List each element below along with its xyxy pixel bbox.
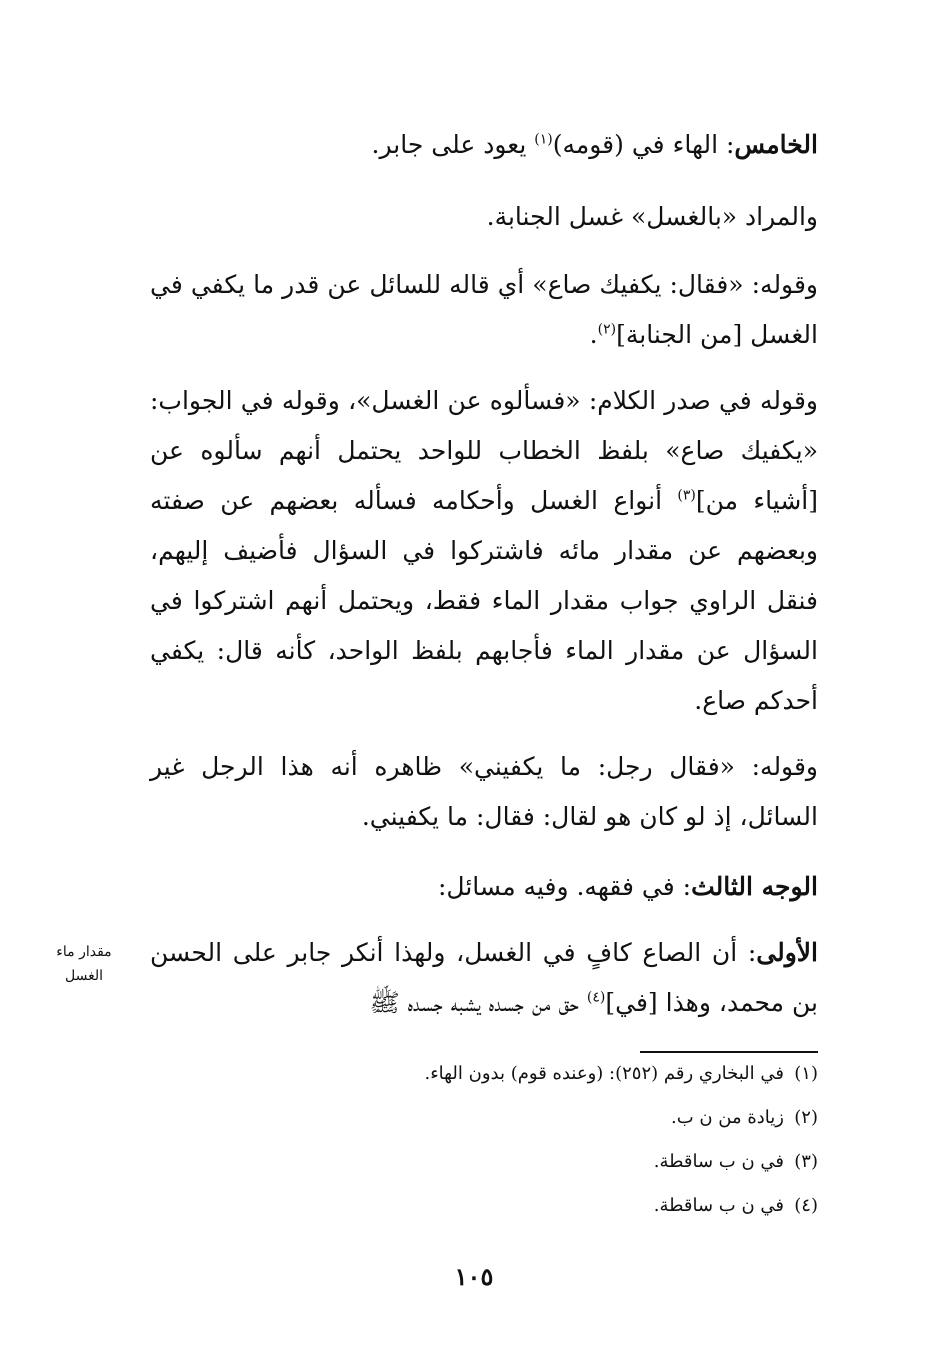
footnote-1 bbox=[158, 1062, 818, 1086]
footnote-number: (٢) bbox=[794, 1107, 818, 1128]
paragraph-text: وقوله: «فقال رجل: ما يكفيني» ظاهره أنه هذا الرجل غير السائل، إذ لو كان هو لقال: فقال: ما يكفيني. bbox=[150, 752, 818, 831]
paragraph-text: : أن الصاع كافٍ في الغسل، ولهذا أنكر جابر على الحسن بن محمد، وهذا [في] bbox=[150, 938, 818, 1017]
paragraph-text: وقوله في صدر الكلام: «فسألوه عن الغسل»، وقوله في الجواب: «يكفيك صاع» بلفظ الخطاب للواحد يحتمل أنهم سألوه عن [أشياء من] bbox=[150, 386, 818, 515]
paragraph-text: وقوله: «فقال: يكفيك صاع» أي قاله للسائل عن قدر ما يكفي في الغسل [من الجنابة] bbox=[150, 270, 818, 349]
paragraph-text-cont: أنواع الغسل وأحكامه فسأله بعضهم عن صفته وبعضهم عن مقدار مائه فاشتركوا في السؤال فأضيف إليهم، فنقل الراوي جواب مقدار الماء فقط، ويحتمل أنهم اشتركوا في السؤال عن مقدار الماء فأجابهم بلفظ الواحد، كأنه قال: يكفي أحدكم صاع. bbox=[150, 486, 818, 715]
footnote-text: في ن ب ساقطة. bbox=[653, 1151, 784, 1172]
footnote-text: في ن ب ساقطة. bbox=[653, 1195, 784, 1216]
footnote-ref[interactable]: (٤) bbox=[586, 989, 606, 1006]
footnote-2 bbox=[158, 1106, 818, 1130]
footnote-number: (١) bbox=[794, 1063, 818, 1084]
paragraph-6 bbox=[150, 862, 818, 912]
margin-note: مقدار ماء الغسل bbox=[56, 944, 112, 984]
footnote-ref[interactable]: (٢) bbox=[597, 321, 617, 338]
footnote-text: في البخاري رقم (٢٥٢): (وعنده قوم) بدون الهاء. bbox=[424, 1063, 784, 1084]
footnote-text: زيادة من ن ب. bbox=[670, 1107, 784, 1128]
paragraph-text-cont: حق من جسده يشبه جسده ﷺ bbox=[369, 988, 587, 1017]
paragraph-7 bbox=[150, 928, 818, 1028]
footnote-number: (٣) bbox=[794, 1151, 818, 1172]
footnote-ref[interactable]: (٣) bbox=[677, 487, 696, 504]
page-number: ١٠٥ bbox=[454, 1262, 494, 1291]
paragraph-4 bbox=[150, 376, 818, 726]
footnote-number: (٤) bbox=[794, 1195, 818, 1216]
paragraph-lead: الخامس bbox=[734, 130, 818, 159]
footnote-3 bbox=[158, 1150, 818, 1174]
paragraph-lead: الأولى bbox=[756, 938, 818, 967]
paragraph-1 bbox=[150, 120, 818, 170]
footnote-4 bbox=[158, 1194, 818, 1218]
footnote-divider bbox=[640, 1051, 818, 1053]
paragraph-text-cont: . bbox=[589, 320, 598, 349]
footnote-ref[interactable]: (١) bbox=[534, 131, 553, 148]
paragraph-3 bbox=[150, 260, 818, 360]
footnotes bbox=[158, 1062, 818, 1238]
paragraph-text: : الهاء في (قومه) bbox=[552, 130, 735, 159]
paragraph-text: : في فقهه. وفيه مسائل: bbox=[437, 872, 692, 901]
paragraph-5 bbox=[150, 742, 818, 842]
paragraph-text-cont: يعود على جابر. bbox=[371, 130, 535, 159]
paragraph-text: والمراد «بالغسل» غسل الجنابة. bbox=[486, 202, 818, 231]
section-heading: الوجه الثالث bbox=[691, 872, 818, 901]
paragraph-2 bbox=[150, 192, 818, 242]
